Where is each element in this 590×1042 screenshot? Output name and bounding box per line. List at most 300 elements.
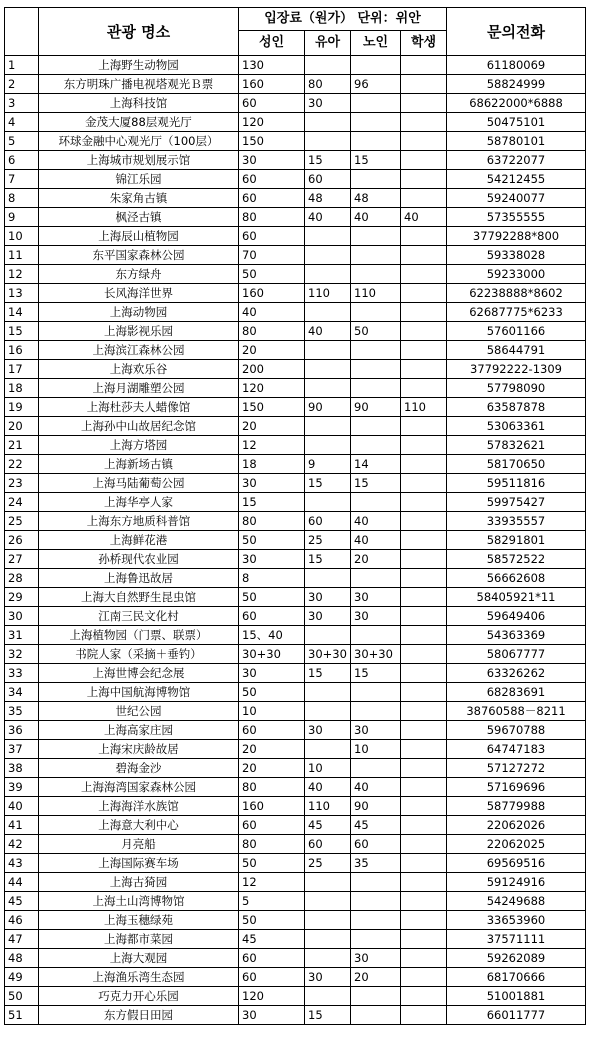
attractions-fee-table — [4, 7, 586, 1025]
student-fee — [401, 816, 447, 835]
senior-fee — [351, 379, 401, 398]
phone-number: 69569516 — [447, 854, 586, 873]
table-row — [5, 512, 586, 531]
phone-number: 63587878 — [447, 398, 586, 417]
phone-number: 59233000 — [447, 265, 586, 284]
adult-fee: 12 — [239, 436, 305, 455]
phone-number: 59670788 — [447, 721, 586, 740]
table-row — [5, 702, 586, 721]
senior-fee — [351, 493, 401, 512]
student-fee — [401, 474, 447, 493]
table-row — [5, 854, 586, 873]
row-number: 49 — [5, 968, 39, 987]
child-fee: 40 — [305, 322, 351, 341]
child-fee: 15 — [305, 550, 351, 569]
senior-fee — [351, 246, 401, 265]
attraction-name: 上海欢乐谷 — [39, 360, 239, 379]
senior-fee — [351, 360, 401, 379]
table-row — [5, 797, 586, 816]
student-fee — [401, 455, 447, 474]
adult-fee: 70 — [239, 246, 305, 265]
senior-fee — [351, 1006, 401, 1025]
table-row — [5, 626, 586, 645]
adult-fee: 130 — [239, 56, 305, 75]
attraction-name: 上海鲜花港 — [39, 531, 239, 550]
student-fee — [401, 740, 447, 759]
table-row — [5, 322, 586, 341]
adult-fee: 15、40 — [239, 626, 305, 645]
row-number: 47 — [5, 930, 39, 949]
phone-number: 54249688 — [447, 892, 586, 911]
student-fee — [401, 911, 447, 930]
phone-number: 58779988 — [447, 797, 586, 816]
table-row — [5, 436, 586, 455]
row-number: 12 — [5, 265, 39, 284]
adult-fee: 30 — [239, 1006, 305, 1025]
senior-fee: 20 — [351, 968, 401, 987]
row-number: 18 — [5, 379, 39, 398]
adult-fee: 120 — [239, 379, 305, 398]
table-row — [5, 683, 586, 702]
table-row — [5, 379, 586, 398]
child-fee: 30 — [305, 968, 351, 987]
adult-fee: 50 — [239, 531, 305, 550]
adult-fee: 80 — [239, 208, 305, 227]
senior-fee: 60 — [351, 835, 401, 854]
adult-fee: 20 — [239, 341, 305, 360]
phone-number: 59124916 — [447, 873, 586, 892]
attraction-name: 长风海洋世界 — [39, 284, 239, 303]
senior-fee: 40 — [351, 512, 401, 531]
adult-fee: 40 — [239, 303, 305, 322]
table-body — [5, 56, 586, 1025]
attraction-name: 上海马陆葡萄公园 — [39, 474, 239, 493]
table-row — [5, 1006, 586, 1025]
adult-fee: 30 — [239, 664, 305, 683]
child-fee — [305, 740, 351, 759]
phone-number: 57127272 — [447, 759, 586, 778]
phone-number: 22062025 — [447, 835, 586, 854]
row-number: 2 — [5, 75, 39, 94]
child-fee — [305, 987, 351, 1006]
phone-number: 56662608 — [447, 569, 586, 588]
senior-fee: 14 — [351, 455, 401, 474]
attraction-name: 金茂大厦88层观光厅 — [39, 113, 239, 132]
phone-number: 59511816 — [447, 474, 586, 493]
phone-number: 58291801 — [447, 531, 586, 550]
attraction-name: 上海动物园 — [39, 303, 239, 322]
attraction-name: 上海世博会纪念展 — [39, 664, 239, 683]
senior-fee — [351, 303, 401, 322]
student-fee — [401, 835, 447, 854]
student-fee — [401, 968, 447, 987]
attraction-name: 上海古猗园 — [39, 873, 239, 892]
table-row — [5, 968, 586, 987]
attraction-name: 孙桥现代农业园 — [39, 550, 239, 569]
table-row — [5, 607, 586, 626]
adult-fee: 200 — [239, 360, 305, 379]
student-fee — [401, 132, 447, 151]
table-row — [5, 227, 586, 246]
phone-number: 57832621 — [447, 436, 586, 455]
child-fee: 25 — [305, 854, 351, 873]
adult-fee: 60 — [239, 816, 305, 835]
senior-fee: 30 — [351, 721, 401, 740]
row-number: 44 — [5, 873, 39, 892]
table-row — [5, 892, 586, 911]
table-row — [5, 949, 586, 968]
senior-fee: 30 — [351, 607, 401, 626]
row-number: 19 — [5, 398, 39, 417]
phone-number: 57169696 — [447, 778, 586, 797]
senior-fee: 48 — [351, 189, 401, 208]
adult-fee: 150 — [239, 132, 305, 151]
child-fee: 9 — [305, 455, 351, 474]
adult-fee: 80 — [239, 778, 305, 797]
senior-fee: 40 — [351, 778, 401, 797]
attraction-name: 上海方塔园 — [39, 436, 239, 455]
child-fee: 60 — [305, 835, 351, 854]
child-fee — [305, 360, 351, 379]
phone-number: 68170666 — [447, 968, 586, 987]
row-number: 39 — [5, 778, 39, 797]
adult-fee: 50 — [239, 683, 305, 702]
student-fee — [401, 759, 447, 778]
phone-number: 68622000*6888 — [447, 94, 586, 113]
row-number: 4 — [5, 113, 39, 132]
row-number: 6 — [5, 151, 39, 170]
row-number: 1 — [5, 56, 39, 75]
senior-fee — [351, 132, 401, 151]
table-row — [5, 987, 586, 1006]
phone-number: 58170650 — [447, 455, 586, 474]
student-fee — [401, 341, 447, 360]
senior-fee: 10 — [351, 740, 401, 759]
attraction-name: 上海渔乐湾生态园 — [39, 968, 239, 987]
table-row — [5, 113, 586, 132]
adult-fee: 150 — [239, 398, 305, 417]
table-row — [5, 303, 586, 322]
attraction-name: 上海海湾国家森林公园 — [39, 778, 239, 797]
row-number: 46 — [5, 911, 39, 930]
attraction-name: 上海东方地质科普馆 — [39, 512, 239, 531]
child-fee — [305, 949, 351, 968]
senior-fee: 96 — [351, 75, 401, 94]
student-fee: 110 — [401, 398, 447, 417]
phone-number: 54212455 — [447, 170, 586, 189]
senior-fee — [351, 569, 401, 588]
senior-fee — [351, 930, 401, 949]
student-fee — [401, 493, 447, 512]
table-row — [5, 835, 586, 854]
phone-number: 51001881 — [447, 987, 586, 1006]
table-row — [5, 645, 586, 664]
phone-number: 58644791 — [447, 341, 586, 360]
senior-fee — [351, 702, 401, 721]
senior-fee — [351, 170, 401, 189]
senior-fee: 15 — [351, 664, 401, 683]
row-number: 50 — [5, 987, 39, 1006]
row-number: 32 — [5, 645, 39, 664]
table-row — [5, 588, 586, 607]
adult-fee: 60 — [239, 189, 305, 208]
table-row — [5, 873, 586, 892]
senior-fee — [351, 911, 401, 930]
phone-number: 37792288*800 — [447, 227, 586, 246]
table-row — [5, 930, 586, 949]
adult-fee: 160 — [239, 797, 305, 816]
row-number: 8 — [5, 189, 39, 208]
attraction-name: 上海影视乐园 — [39, 322, 239, 341]
row-number: 7 — [5, 170, 39, 189]
child-fee: 45 — [305, 816, 351, 835]
row-number: 28 — [5, 569, 39, 588]
child-fee: 48 — [305, 189, 351, 208]
child-fee: 30 — [305, 588, 351, 607]
senior-fee: 15 — [351, 474, 401, 493]
child-fee: 40 — [305, 208, 351, 227]
student-fee — [401, 721, 447, 740]
attraction-name: 上海宋庆龄故居 — [39, 740, 239, 759]
phone-number: 59262089 — [447, 949, 586, 968]
child-fee — [305, 56, 351, 75]
phone-number: 53063361 — [447, 417, 586, 436]
attraction-name: 东方明珠广播电视塔观光Ｂ票 — [39, 75, 239, 94]
row-number: 51 — [5, 1006, 39, 1025]
row-number: 20 — [5, 417, 39, 436]
table-row — [5, 569, 586, 588]
child-fee: 40 — [305, 778, 351, 797]
child-fee — [305, 892, 351, 911]
adult-fee: 20 — [239, 417, 305, 436]
adult-fee: 60 — [239, 170, 305, 189]
row-number: 42 — [5, 835, 39, 854]
attraction-name: 东方绿舟 — [39, 265, 239, 284]
header-number-cell — [5, 8, 39, 56]
student-fee — [401, 778, 447, 797]
row-number: 41 — [5, 816, 39, 835]
senior-fee — [351, 94, 401, 113]
attraction-name: 江南三民文化村 — [39, 607, 239, 626]
table-row — [5, 75, 586, 94]
attraction-name: 东平国家森林公园 — [39, 246, 239, 265]
phone-number: 57355555 — [447, 208, 586, 227]
table-row — [5, 455, 586, 474]
child-fee: 15 — [305, 474, 351, 493]
child-fee: 60 — [305, 512, 351, 531]
senior-fee: 35 — [351, 854, 401, 873]
phone-number: 38760588－8211 — [447, 702, 586, 721]
phone-number: 59338028 — [447, 246, 586, 265]
row-number: 9 — [5, 208, 39, 227]
header-spot: 관광 명소 — [39, 8, 239, 56]
row-number: 24 — [5, 493, 39, 512]
adult-fee: 120 — [239, 987, 305, 1006]
table-row — [5, 341, 586, 360]
phone-number: 37792222-1309 — [447, 360, 586, 379]
attraction-name: 枫泾古镇 — [39, 208, 239, 227]
senior-fee — [351, 987, 401, 1006]
attraction-name: 上海高家庄园 — [39, 721, 239, 740]
child-fee: 15 — [305, 151, 351, 170]
student-fee — [401, 417, 447, 436]
student-fee — [401, 265, 447, 284]
student-fee — [401, 512, 447, 531]
row-number: 38 — [5, 759, 39, 778]
student-fee — [401, 227, 447, 246]
header-adult: 성인 — [239, 31, 305, 56]
phone-number: 62238888*8602 — [447, 284, 586, 303]
phone-number: 66011777 — [447, 1006, 586, 1025]
adult-fee: 15 — [239, 493, 305, 512]
row-number: 13 — [5, 284, 39, 303]
row-number: 10 — [5, 227, 39, 246]
row-number: 14 — [5, 303, 39, 322]
row-number: 30 — [5, 607, 39, 626]
student-fee — [401, 189, 447, 208]
senior-fee: 30 — [351, 949, 401, 968]
child-fee: 80 — [305, 75, 351, 94]
student-fee — [401, 531, 447, 550]
student-fee — [401, 56, 447, 75]
student-fee — [401, 873, 447, 892]
attraction-name: 朱家角古镇 — [39, 189, 239, 208]
senior-fee — [351, 113, 401, 132]
senior-fee — [351, 683, 401, 702]
senior-fee: 15 — [351, 151, 401, 170]
table-row — [5, 816, 586, 835]
senior-fee — [351, 626, 401, 645]
senior-fee — [351, 873, 401, 892]
adult-fee: 80 — [239, 322, 305, 341]
senior-fee — [351, 227, 401, 246]
table-row — [5, 360, 586, 379]
table-row — [5, 284, 586, 303]
senior-fee: 40 — [351, 208, 401, 227]
row-number: 23 — [5, 474, 39, 493]
adult-fee: 45 — [239, 930, 305, 949]
attraction-name: 上海杜莎夫人蜡像馆 — [39, 398, 239, 417]
adult-fee: 60 — [239, 968, 305, 987]
phone-number: 57798090 — [447, 379, 586, 398]
phone-number: 59649406 — [447, 607, 586, 626]
adult-fee: 160 — [239, 75, 305, 94]
table-row — [5, 56, 586, 75]
attraction-name: 上海玉穗绿苑 — [39, 911, 239, 930]
attraction-name: 上海都市菜园 — [39, 930, 239, 949]
student-fee — [401, 379, 447, 398]
attraction-name: 世纪公园 — [39, 702, 239, 721]
table-row — [5, 721, 586, 740]
attraction-name: 上海意大利中心 — [39, 816, 239, 835]
phone-number: 33935557 — [447, 512, 586, 531]
student-fee — [401, 683, 447, 702]
row-number: 36 — [5, 721, 39, 740]
senior-fee — [351, 265, 401, 284]
header-senior: 노인 — [351, 31, 401, 56]
child-fee: 110 — [305, 284, 351, 303]
child-fee: 15 — [305, 664, 351, 683]
child-fee — [305, 436, 351, 455]
adult-fee: 60 — [239, 949, 305, 968]
table-row — [5, 208, 586, 227]
attraction-name: 书院人家（采摘＋垂钓） — [39, 645, 239, 664]
child-fee — [305, 341, 351, 360]
child-fee: 110 — [305, 797, 351, 816]
adult-fee: 80 — [239, 835, 305, 854]
adult-fee: 30 — [239, 151, 305, 170]
child-fee — [305, 265, 351, 284]
child-fee: 25 — [305, 531, 351, 550]
student-fee — [401, 949, 447, 968]
child-fee — [305, 683, 351, 702]
row-number: 35 — [5, 702, 39, 721]
attraction-name: 上海中国航海博物馆 — [39, 683, 239, 702]
adult-fee: 18 — [239, 455, 305, 474]
senior-fee: 110 — [351, 284, 401, 303]
student-fee: 40 — [401, 208, 447, 227]
child-fee — [305, 246, 351, 265]
table-row — [5, 246, 586, 265]
phone-number: 64747183 — [447, 740, 586, 759]
row-number: 3 — [5, 94, 39, 113]
senior-fee: 20 — [351, 550, 401, 569]
student-fee — [401, 645, 447, 664]
senior-fee: 30 — [351, 588, 401, 607]
row-number: 25 — [5, 512, 39, 531]
child-fee — [305, 626, 351, 645]
table-row — [5, 493, 586, 512]
student-fee — [401, 322, 447, 341]
student-fee — [401, 664, 447, 683]
adult-fee: 50 — [239, 265, 305, 284]
child-fee — [305, 911, 351, 930]
row-number: 26 — [5, 531, 39, 550]
phone-number: 59975427 — [447, 493, 586, 512]
attraction-name: 上海新场古镇 — [39, 455, 239, 474]
senior-fee — [351, 436, 401, 455]
child-fee: 30+30 — [305, 645, 351, 664]
phone-number: 63326262 — [447, 664, 586, 683]
row-number: 22 — [5, 455, 39, 474]
attraction-name: 上海月湖雕塑公园 — [39, 379, 239, 398]
attraction-name: 锦江乐园 — [39, 170, 239, 189]
child-fee — [305, 493, 351, 512]
table-row — [5, 550, 586, 569]
attraction-name: 上海植物园（门票、联票） — [39, 626, 239, 645]
student-fee — [401, 151, 447, 170]
row-number: 43 — [5, 854, 39, 873]
student-fee — [401, 75, 447, 94]
phone-number: 68283691 — [447, 683, 586, 702]
student-fee — [401, 892, 447, 911]
table-row — [5, 398, 586, 417]
attraction-name: 上海辰山植物园 — [39, 227, 239, 246]
phone-number: 54363369 — [447, 626, 586, 645]
child-fee: 30 — [305, 607, 351, 626]
phone-number: 57601166 — [447, 322, 586, 341]
attraction-name: 环球金融中心观光厅（100层） — [39, 132, 239, 151]
header-student: 학생 — [401, 31, 447, 56]
adult-fee: 8 — [239, 569, 305, 588]
row-number: 31 — [5, 626, 39, 645]
adult-fee: 120 — [239, 113, 305, 132]
row-number: 37 — [5, 740, 39, 759]
child-fee: 30 — [305, 721, 351, 740]
row-number: 5 — [5, 132, 39, 151]
attraction-name: 上海大自然野生昆虫馆 — [39, 588, 239, 607]
child-fee — [305, 930, 351, 949]
